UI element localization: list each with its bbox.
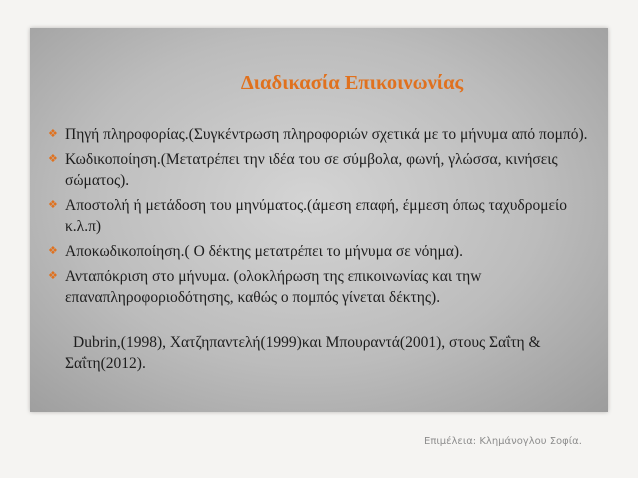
- bullet-list: [48, 124, 590, 312]
- bullet-text: Ανταπόκριση στο μήνυμα. (ολοκλήρωση της επικοινωνίας και τηw επαναπληροφοριοδότησης, καθώς ο πομπός γίνεται δέκτης).: [65, 268, 482, 306]
- list-item: [48, 195, 590, 237]
- list-item: [48, 241, 590, 262]
- diamond-bullet-icon: ❖: [48, 152, 58, 165]
- diamond-bullet-icon: ❖: [48, 127, 58, 140]
- list-item: [48, 149, 590, 191]
- citation-text: Dubrin,(1998), Χατζηπαντελή(1999)και Μπουραντά(2001), στους Σαΐτη & Σαΐτη(2012).: [65, 334, 541, 372]
- list-item: [48, 266, 590, 308]
- slide-title: Διαδικασία Επικοινωνίας: [240, 72, 464, 94]
- list-item: [48, 124, 590, 145]
- bullet-text: Αποστολή ή μετάδοση του μηνύματος.(άμεση επαφή, έμμεση όπως ταχυδρομείο κ.λ.π): [65, 197, 567, 235]
- bullet-text: Αποκωδικοποίηση.( Ο δέκτης μετατρέπει το μήνυμα σε νόημα).: [65, 243, 463, 260]
- diamond-bullet-icon: ❖: [48, 244, 58, 257]
- diamond-bullet-icon: ❖: [48, 269, 58, 282]
- diamond-bullet-icon: ❖: [48, 198, 58, 211]
- bullet-text: Κωδικοποίηση.(Μετατρέπει την ιδέα του σε σύμβολα, φωνή, γλώσσα, κινήσεις σώματος).: [65, 151, 558, 189]
- footer-credit: Επιμέλεια: Κλημάνογλου Σοφία.: [424, 436, 582, 447]
- bullet-text: Πηγή πληροφορίας.(Συγκέντρωση πληροφοριών σχετικά με το μήνυμα από πομπό).: [65, 126, 588, 143]
